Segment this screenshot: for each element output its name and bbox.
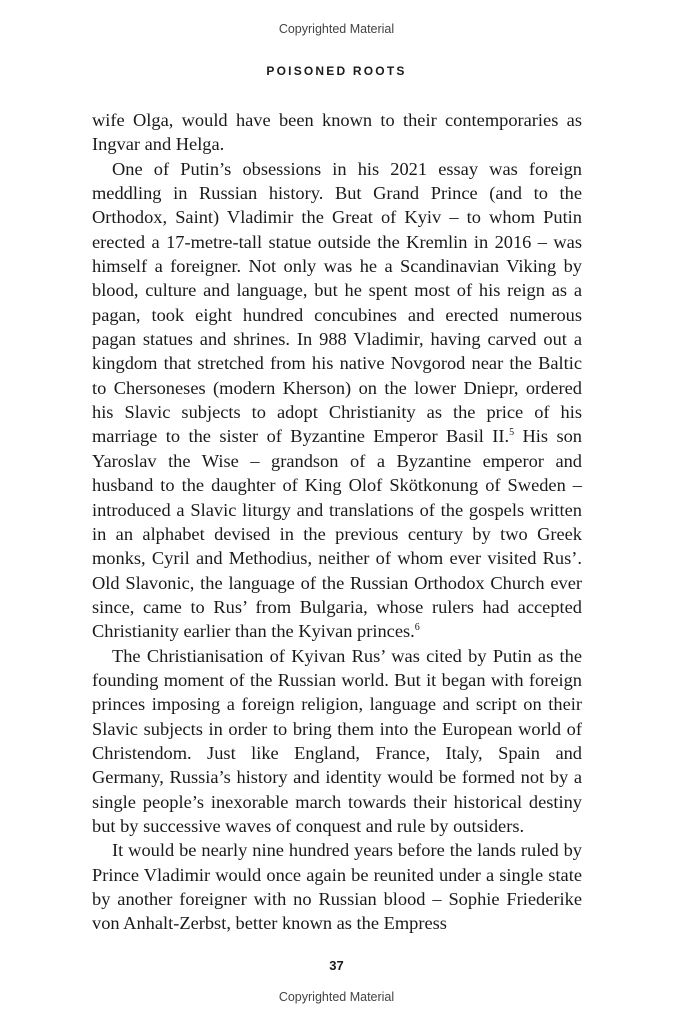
copyright-watermark-top: Copyrighted Material xyxy=(278,22,395,36)
footnote-ref-5: 5 xyxy=(509,427,515,439)
paragraph-1: wife Olga, would have been known to their contemporaries as Ingvar and Helga. xyxy=(92,110,582,155)
paragraph-2-part-2: His son Yaroslav the Wise – grandson of a Byzantine emperor and husband to the daughter of King Olof Skötkonung of Sweden – introduced a Slavic liturgy and translations of the gospels written in an alphabet devised in the previous century by two Greek monks, Cyril and Methodius, neither of whom ever visited Rus’. Old Slavonic, the language of the Russian Orthodox Church ever since, came to Rus’ from Bulgaria, whose rulers had accepted Christianity earlier than the Kyivan princes. xyxy=(92,426,582,642)
paragraph-2 xyxy=(92,157,582,644)
copyright-watermark-bottom: Copyrighted Material xyxy=(278,990,395,1004)
body-text xyxy=(92,108,582,936)
running-head: POISONED ROOTS xyxy=(266,64,407,78)
footnote-ref-6: 6 xyxy=(414,622,420,634)
page-number: 37 xyxy=(329,958,344,973)
paragraph-2-part-1: One of Putin’s obsessions in his 2021 essay was foreign meddling in Russian history. But Grand Prince (and to the Orthodox, Saint) Vladimir the Great of Kyiv – to whom Putin erected a 17-metre-tall statue outside the Kremlin in 2016 – was himself a foreigner. Not only was he a Scandinavian Viking by blood, culture and language, but he spent most of his reign as a pagan, took eight hundred concubines and erected numerous pagan statues and shrines. In 988 Vladimir, having carved out a kingdom that stretched from his native Novgorod near the Baltic to Chersoneses (modern Kherson) on the lower Dniepr, ordered his Slavic subjects to adopt Christianity as the price of his marriage to the sister of Byzantine Emperor Basil II. xyxy=(92,158,582,447)
paragraph-3: The Christianisation of Kyivan Rus’ was cited by Putin as the founding moment of the Russian world. But it began with foreign princes imposing a foreign religion, language and script on their Slavic subjects in order to bring them into the European world of Christendom. Just like England, France, Italy, Spain and Germany, Russia’s history and identity would be formed not by a single people’s inexorable march towards their historical destiny but by successive waves of conquest and rule by outsiders. xyxy=(92,645,582,836)
paragraph-4: It would be nearly nine hundred years before the lands ruled by Prince Vladimir would once again be reunited under a single state by another foreigner with no Russian blood – Sophie Friederike von Anhalt-Zerbst, better known as the Empress xyxy=(92,840,582,934)
